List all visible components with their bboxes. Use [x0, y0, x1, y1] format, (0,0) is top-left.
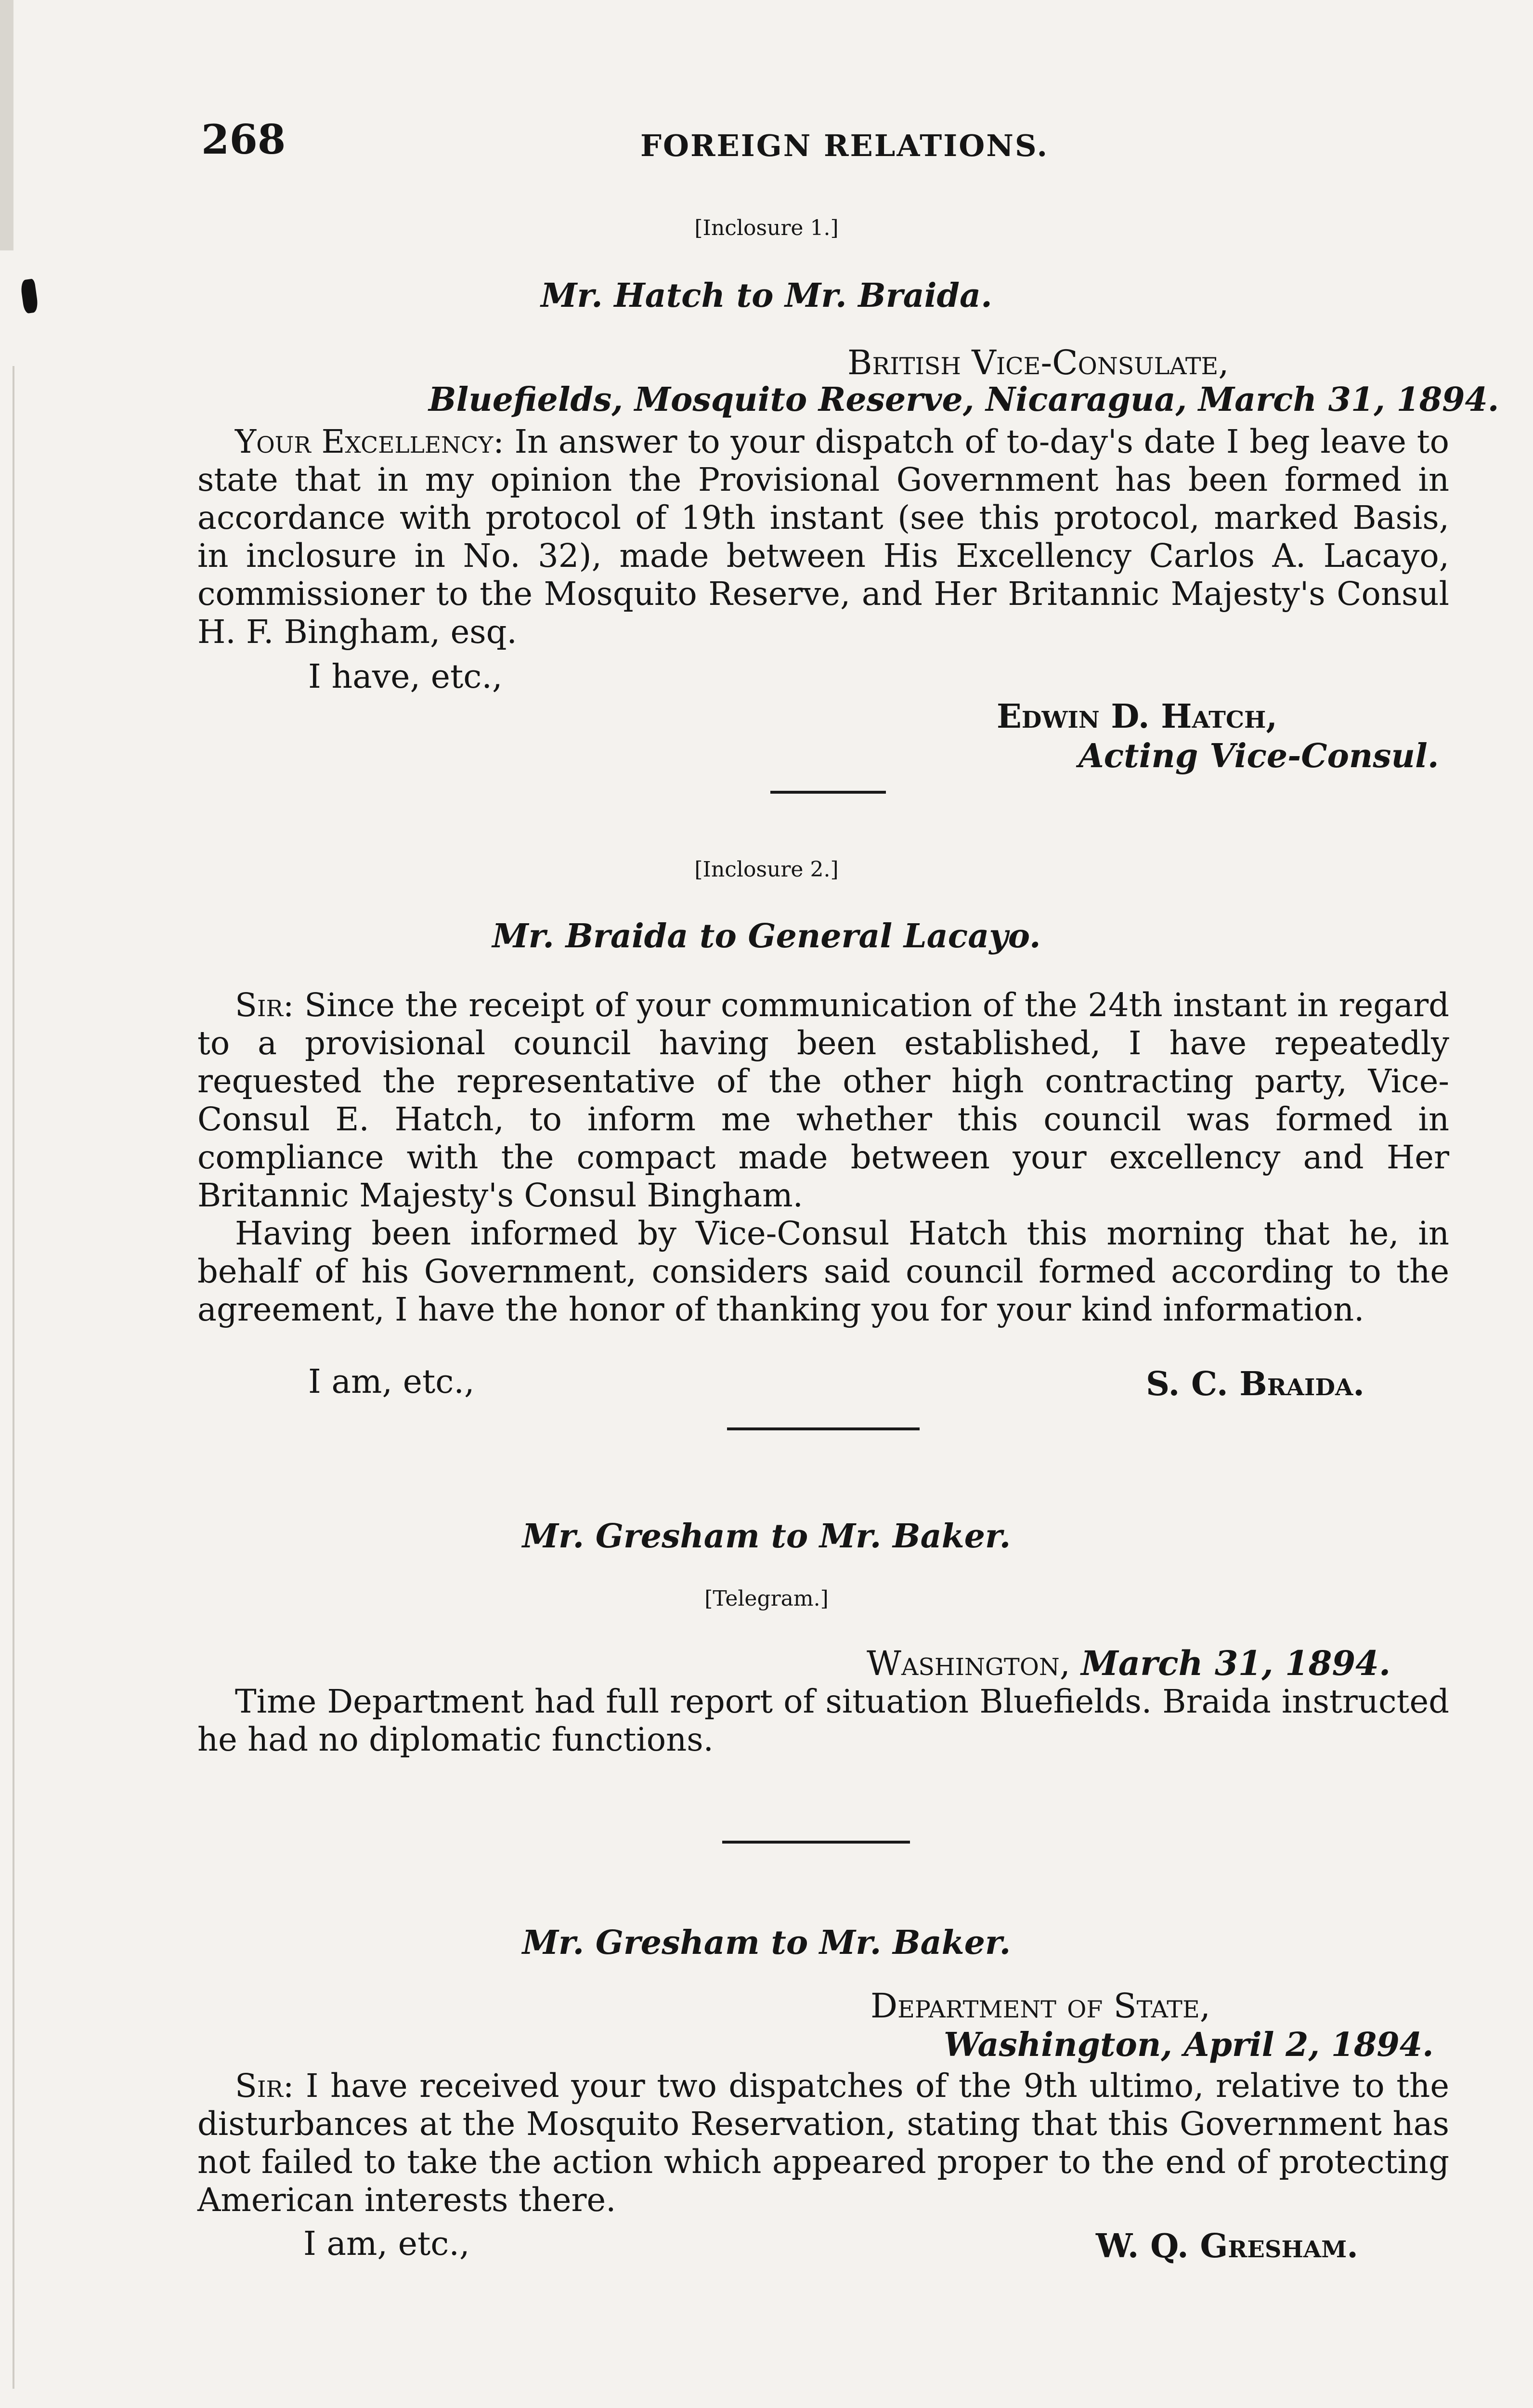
letter-4-place: Department of State, [870, 1986, 1211, 2026]
letter-1-text: In answer to your dispatch of to-day's date I beg leave to state that in my opinion the Provisional Government has been formed in accordance with protocol of 19th instant (see this protocol, marked Basis, in inclosure in No. 32), made between His Excellency Carlos A. Lacayo, commissioner to the Mosquito Reserve, and Her Britannic Majesty's Consul H. F. Bingham, esq. [197, 423, 1449, 651]
section-divider [727, 1427, 920, 1430]
letter-2-salutation: Sir: [235, 986, 294, 1024]
telegram-tag: [Telegram.] [704, 1586, 829, 1611]
running-title: FOREIGN RELATIONS. [640, 128, 1049, 163]
section-divider [722, 1841, 910, 1844]
letter-1-signature: Edwin D. Hatch, [997, 697, 1278, 736]
letter-1-place: British Vice-Consulate, [847, 343, 1229, 382]
letter-2-heading: Mr. Braida to General Lacayo. [492, 917, 1041, 955]
letter-1-signature-title: Acting Vice-Consul. [1078, 737, 1439, 775]
page-number: 268 [201, 116, 286, 163]
letter-4-dateline: Washington, April 2, 1894. [944, 2026, 1434, 2064]
letter-1-dateline: Bluefields, Mosquito Reserve, Nicaragua, March 31, 1894. [429, 380, 1499, 419]
letter-1-heading: Mr. Hatch to Mr. Braida. [541, 276, 992, 315]
letter-4-salutation: Sir: [235, 2067, 294, 2105]
letter-1-salutation: Your Excellency: [235, 423, 504, 460]
letter-4-signature: W. Q. Gresham. [1096, 2227, 1358, 2265]
section-divider [770, 791, 886, 794]
letter-2-body-2: Having been informed by Vice-Consul Hatch this morning that he, in behalf of his Government, considers said council formed according to the agreement, I have the honor of thanking you for your kind information. [197, 1215, 1449, 1328]
letter-2-signature: S. C. Braida. [1146, 1365, 1364, 1403]
letter-3-dateline [867, 1643, 1390, 1683]
letter-3-heading: Mr. Gresham to Mr. Baker. [522, 1517, 1011, 1556]
letter-2-closing: I am, etc., [308, 1363, 475, 1401]
letter-3-date: March 31, 1894. [1081, 1643, 1391, 1683]
scan-edge-shadow [0, 0, 13, 250]
letter-1-body [197, 423, 1449, 651]
letter-2-text: Since the receipt of your communication of the 24th instant in regard to a provisional council having been established, I have repeatedly requested the representative of the other high contracting party, Vice-Consul E. Hatch, to inform me whether this council was formed in compliance with the compact made between your excellency and Her Britannic Majesty's Consul Bingham. [197, 986, 1449, 1214]
letter-2-body [197, 986, 1449, 1215]
letter-3-body: Time Department had full report of situation Bluefields. Braida instructed he had no diplomatic functions. [197, 1683, 1449, 1758]
scan-binding-line [13, 366, 14, 2389]
letter-4-heading: Mr. Gresham to Mr. Baker. [522, 1924, 1011, 1962]
inclosure-1-tag: [Inclosure 1.] [694, 216, 839, 240]
letter-1-closing: I have, etc., [308, 658, 503, 696]
letter-3-place: Washington, [867, 1644, 1070, 1683]
letter-4-closing: I am, etc., [303, 2225, 470, 2263]
letter-4-body [197, 2067, 1449, 2219]
letter-4-text: I have received your two dispatches of the 9th ultimo, relative to the disturbances at the Mosquito Reservation, stating that this Government has not failed to take the action which appeared proper to the end of protecting American interests there. [197, 2067, 1449, 2219]
inclosure-2-tag: [Inclosure 2.] [694, 857, 839, 882]
